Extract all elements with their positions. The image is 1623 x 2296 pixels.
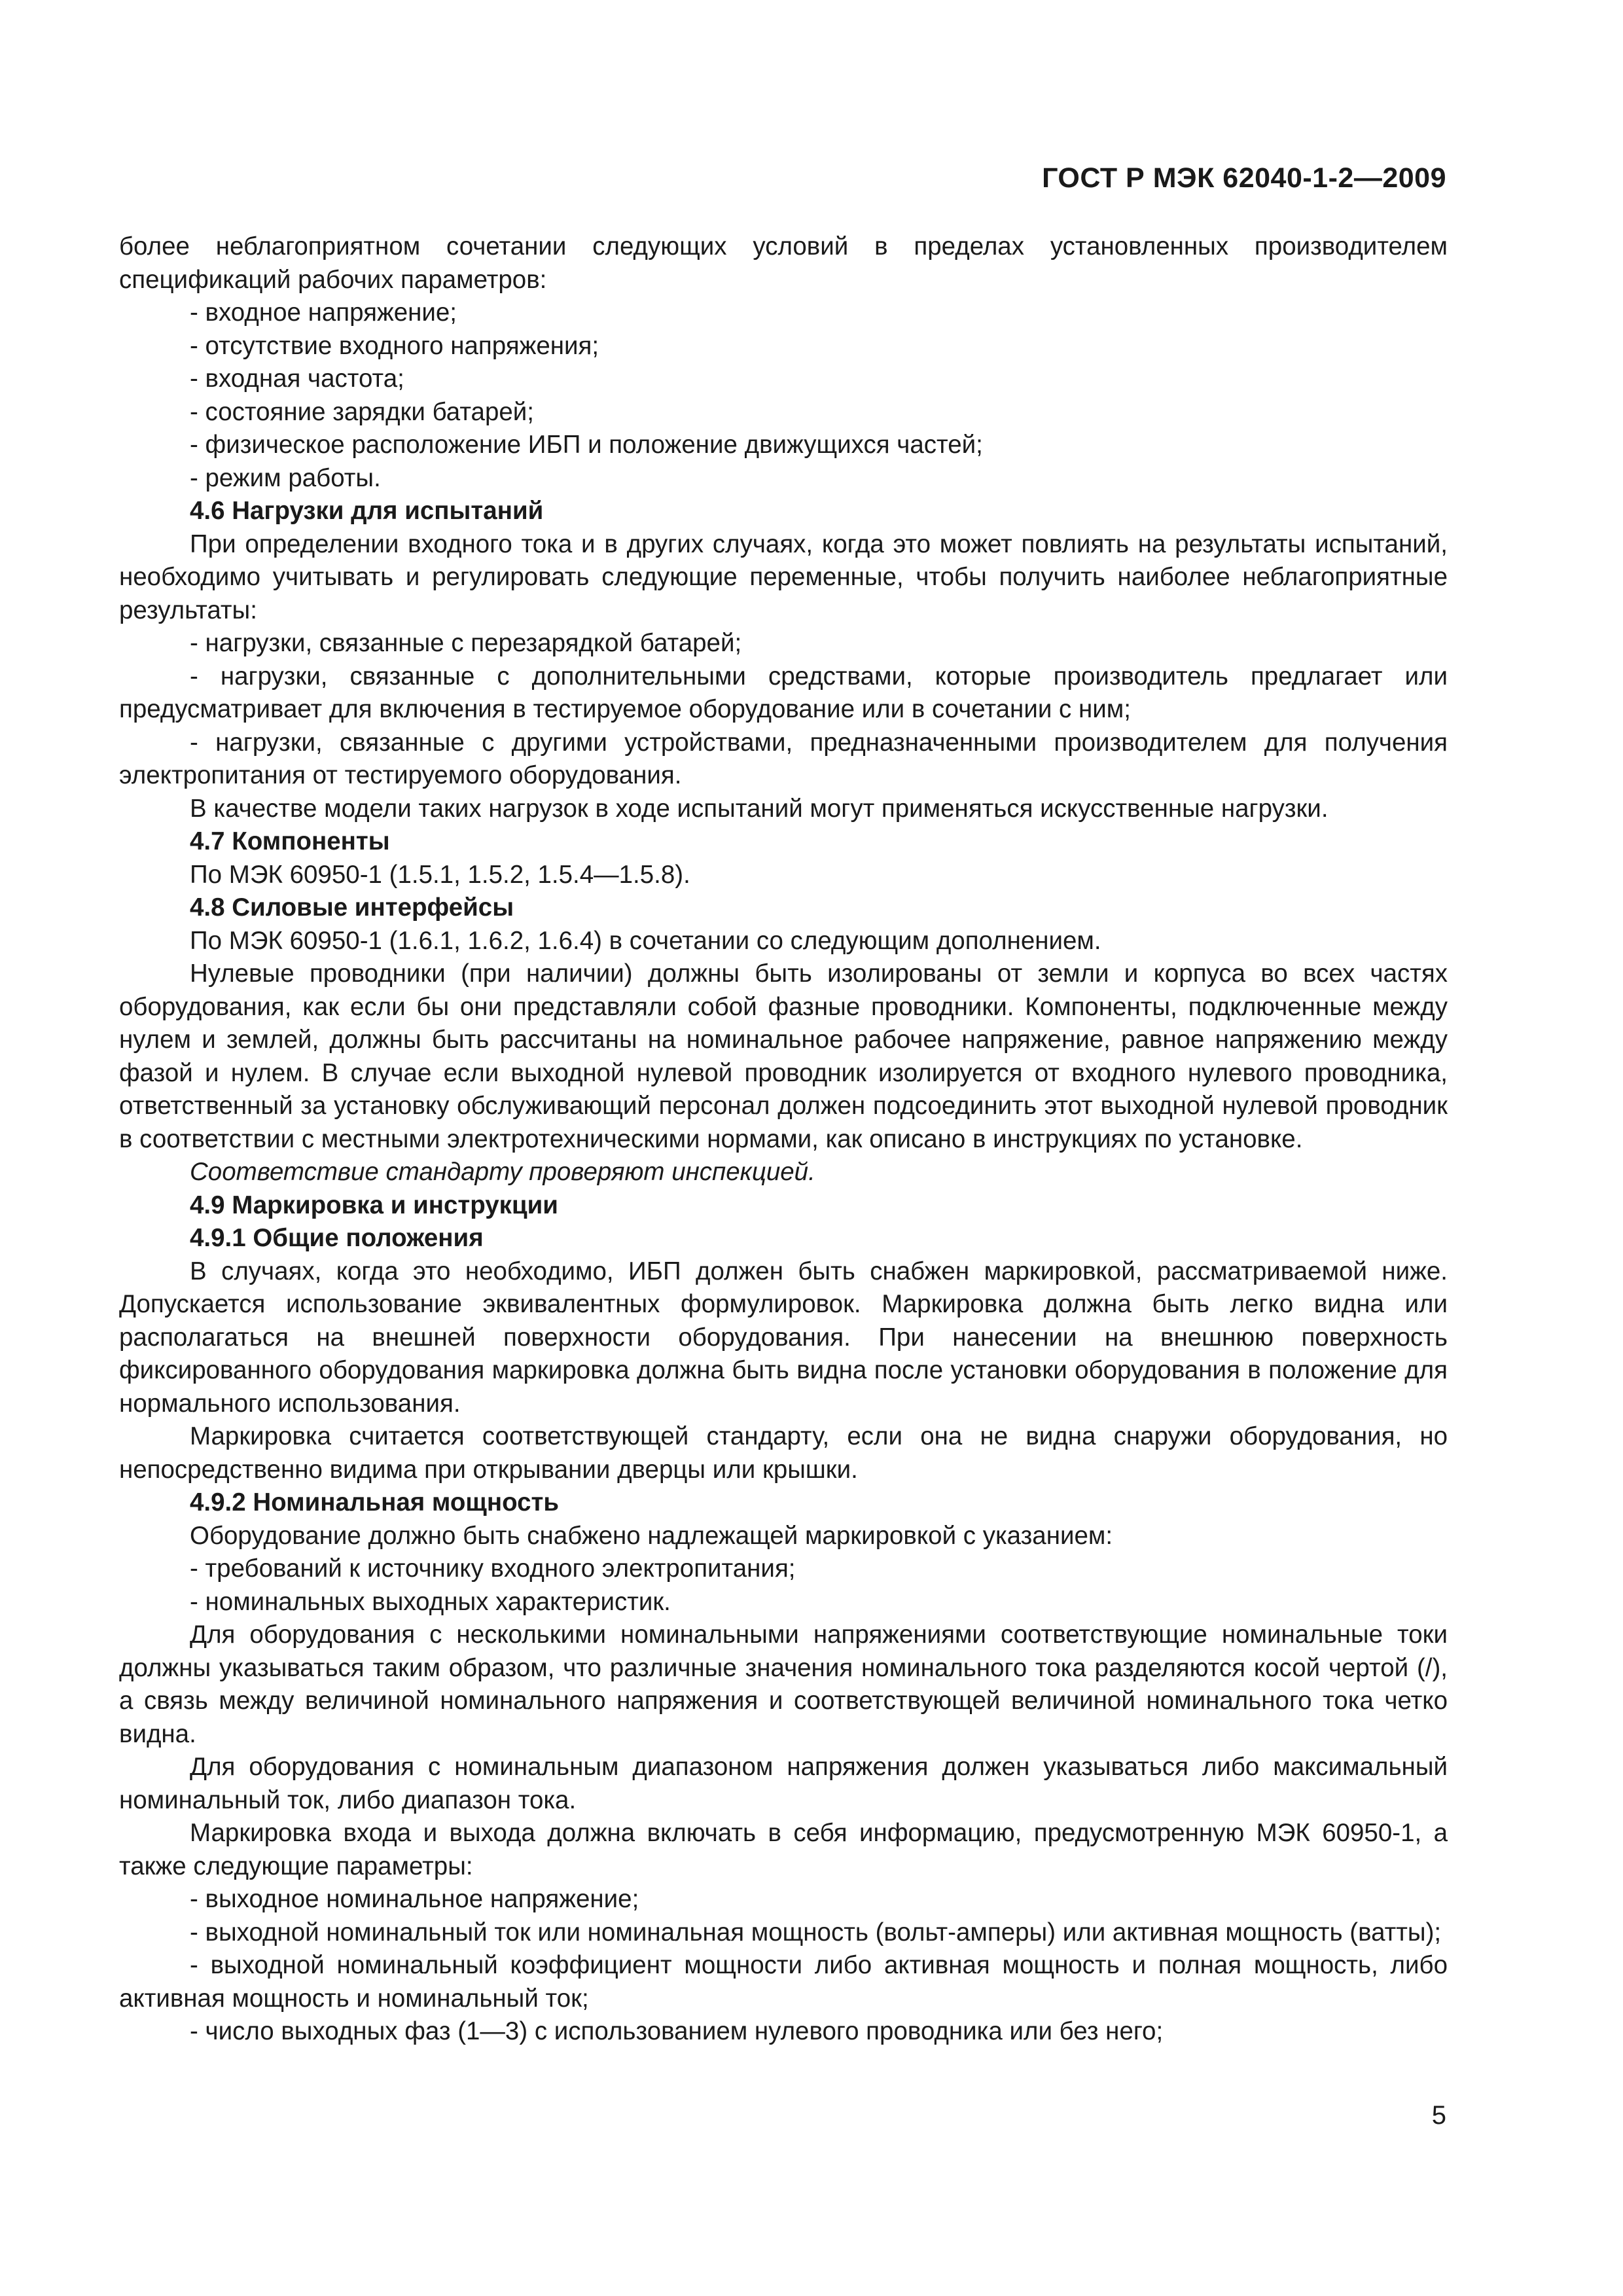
page-body [119, 230, 1448, 2049]
section-heading-4-9-2: 4.9.2 Номинальная мощность [190, 1488, 560, 1516]
paragraph: Оборудование должно быть снабжено надлежащей маркировкой с указанием: [190, 1521, 1113, 1550]
list-item: - состояние зарядки батарей; [190, 397, 534, 426]
list-item: - нагрузки, связанные с перезарядкой батарей; [190, 629, 742, 657]
section-heading-4-8: 4.8 Силовые интерфейсы [190, 893, 514, 922]
paragraph: Маркировка считается соответствующей стандарту, если она не видна снаружи оборудования, но непосредственно видима при открывании дверцы или крышки. [119, 1422, 1448, 1484]
section-heading-4-9-1: 4.9.1 Общие положения [190, 1224, 484, 1252]
section-heading-4-6: 4.6 Нагрузки для испытаний [190, 497, 544, 525]
list-item: - отсутствие входного напряжения; [190, 331, 599, 360]
paragraph: По МЭК 60950-1 (1.5.1, 1.5.2, 1.5.4—1.5.8). [190, 860, 690, 889]
paragraph: Для оборудования с несколькими номинальными напряжениями соответствующие номинальные токи должны указываться таким образом, что различные значения номинального тока разделяются косой чертой (/), а связь между величиной номинального напряжения и соответствующей величиной номинального тока четко видна. [119, 1621, 1448, 1748]
paragraph: В качестве модели таких нагрузок в ходе испытаний могут применяться искусственные нагрузки. [190, 794, 1329, 823]
list-item: - нагрузки, связанные с дополнительными средствами, которые производитель предлагает или предусматривает для включения в тестируемое оборудование или в сочетании с ним; [119, 662, 1448, 723]
compliance-note: Соответствие стандарту проверяют инспекцией. [190, 1158, 815, 1186]
page-number: 5 [1431, 2101, 1446, 2130]
paragraph: Нулевые проводники (при наличии) должны быть изолированы от земли и корпуса во всех частях оборудования, как если бы они представляли собой фазные проводники. Компоненты, подключенные между нулем и землей, должны быть рассчитаны на номинальное рабочее напряжение, равное напряжению между фазой и нулем. В случае если выходной нулевой проводник изолируется от входного нулевого проводника, ответственный за установку обслуживающий персонал должен подсоединить этот выходной нулевой проводник в соответствии с местными электротехническими нормами, как описано в инструкциях по установке. [119, 960, 1448, 1153]
section-heading-4-9: 4.9 Маркировка и инструкции [190, 1191, 558, 1219]
list-item: - входная частота; [190, 365, 404, 393]
list-item: - число выходных фаз (1—3) с использованием нулевого проводника или без него; [190, 2017, 1164, 2045]
paragraph: Маркировка входа и выхода должна включать в себя информацию, предусмотренную МЭК 60950-1, а также следующие параметры: [119, 1819, 1448, 1880]
paragraph: Для оборудования с номинальным диапазоном напряжения должен указываться либо максимальный номинальный ток, либо диапазон тока. [119, 1753, 1448, 1814]
list-item: - режим работы. [190, 463, 381, 492]
paragraph: По МЭК 60950-1 (1.6.1, 1.6.2, 1.6.4) в сочетании со следующим дополнением. [190, 926, 1101, 955]
list-item: - выходное номинальное напряжение; [190, 1885, 639, 1913]
paragraph: более неблагоприятном сочетании следующих условий в пределах установленных производителем спецификаций рабочих параметров: [119, 232, 1448, 294]
paragraph: При определении входного тока и в других случаях, когда это может повлиять на результаты испытаний, необходимо учитывать и регулировать следующие переменные, чтобы получить наиболее неблагоприятные результаты: [119, 529, 1448, 624]
list-item: - требований к источнику входного электропитания; [190, 1554, 796, 1583]
paragraph: В случаях, когда это необходимо, ИБП должен быть снабжен маркировкой, рассматриваемой ниже. Допускается использование эквивалентных формулировок. Маркировка должна быть легко видна или располагаться на внешней поверхности оборудования. При нанесении на внешнюю поверхность фиксированного оборудования маркировка должна быть видна после установки оборудования в положение для нормального использования. [119, 1257, 1448, 1418]
list-item: - физическое расположение ИБП и положение движущихся частей; [190, 431, 983, 459]
list-item: - входное напряжение; [190, 298, 457, 327]
list-item: - выходной номинальный коэффициент мощности либо активная мощность и полная мощность, либо активная мощность и номинальный ток; [119, 1951, 1448, 2013]
list-item: - номинальных выходных характеристик. [190, 1587, 671, 1616]
document-code-header: ГОСТ Р МЭК 62040-1-2—2009 [1042, 162, 1446, 194]
list-item: - нагрузки, связанные с другими устройствами, предназначенными производителем для получения электропитания от тестируемого оборудования. [119, 728, 1448, 789]
section-heading-4-7: 4.7 Компоненты [190, 827, 390, 855]
list-item: - выходной номинальный ток или номинальная мощность (вольт-амперы) или активная мощность (ватты); [190, 1918, 1442, 1946]
